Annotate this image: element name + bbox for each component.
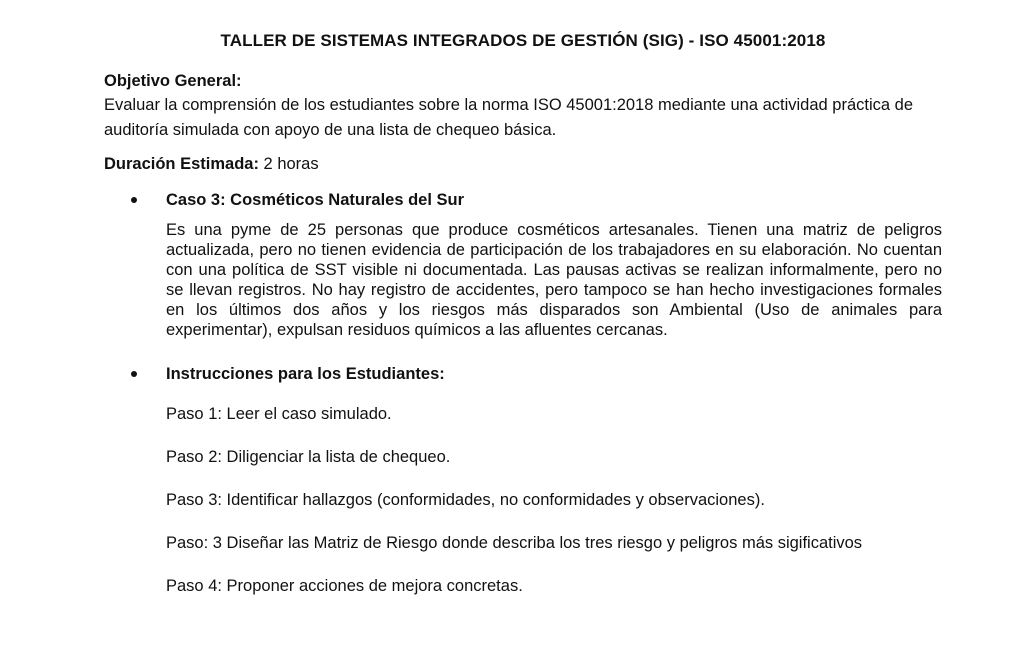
step-item: Paso: 3 Diseñar las Matriz de Riesgo donde describa los tres riesgo y peligros más sigificativos: [166, 534, 863, 552]
bullet-icon: [131, 197, 137, 203]
document-title: TALLER DE SISTEMAS INTEGRADOS DE GESTIÓN (SIG) - ISO 45001:2018: [220, 31, 826, 50]
step-item: Paso 1: Leer el caso simulado.: [166, 405, 392, 423]
instructions-item: [104, 362, 942, 598]
step-item: Paso 4: Proponer acciones de mejora concretas.: [166, 577, 523, 595]
steps-list: [166, 400, 942, 598]
objective-text: Evaluar la comprensión de los estudiantes sobre la norma ISO 45001:2018 mediante una actividad práctica de auditoría simulada con apoyo de una lista de chequeo básica.: [104, 96, 913, 139]
case-item: [104, 188, 942, 340]
bullet-list: [104, 188, 942, 598]
duration-label: Duración Estimada:: [104, 155, 259, 173]
bullet-icon: [131, 371, 137, 377]
duration-line: [104, 152, 942, 176]
step-item: Paso 3: Identificar hallazgos (conformidades, no conformidades y observaciones).: [166, 491, 765, 509]
case-heading: Caso 3: Cosméticos Naturales del Sur: [166, 191, 465, 209]
duration-value: 2 horas: [258, 155, 319, 173]
step-item: Paso 2: Diligenciar la lista de chequeo.: [166, 448, 451, 466]
instructions-heading: Instrucciones para los Estudiantes:: [166, 365, 445, 383]
objective-label: Objetivo General:: [104, 72, 242, 90]
case-description: Es una pyme de 25 personas que produce cosméticos artesanales. Tienen una matriz de peligros actualizada, pero no tienen evidencia de participación de los trabajadores en su elaboración. No cuentan con una política de SST visible ni documentada. Las pausas activas se realizan informalmente, pero no se llevan registros. No hay registro de accidentes, pero tampoco se han hecho investigaciones formales en los últimos dos años y los riesgos más disparados son Ambiental (Uso de animales para experimentar), expulsan residuos químicos a las afluentes cercanas.: [166, 221, 942, 339]
